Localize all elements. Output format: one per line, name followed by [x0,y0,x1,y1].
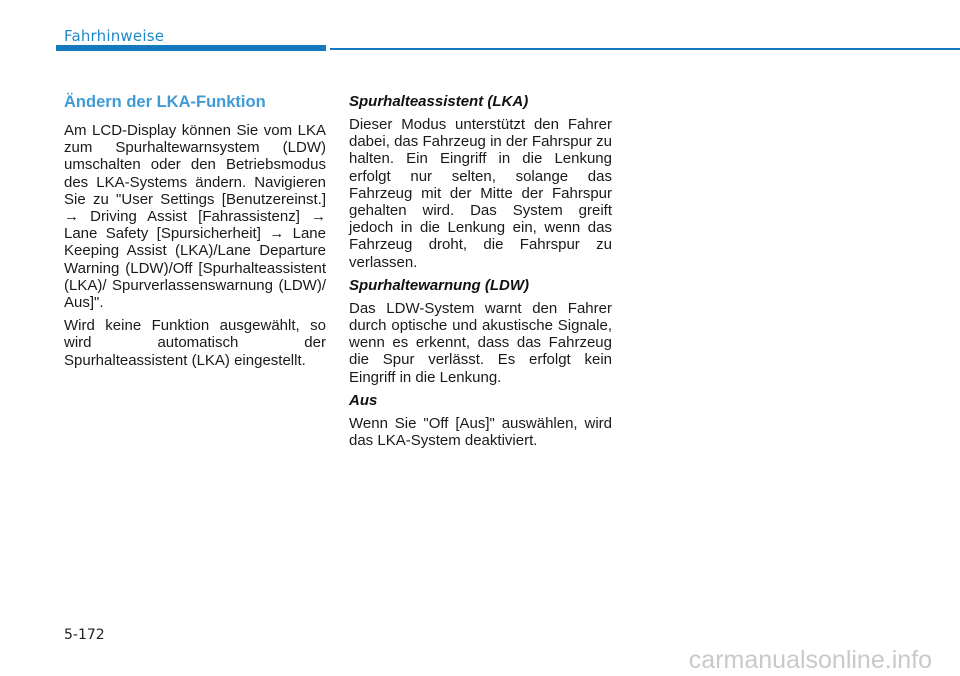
header-rule [330,48,960,50]
section-label: Fahrhinweise [64,27,165,45]
section-heading: Ändern der LKA-Funktion [64,93,266,111]
page-number: 5-172 [64,627,105,643]
header-bar [56,45,326,51]
aus-text: Wenn Sie "Off [Aus]" auswählen, wird das LKA-System deaktiviert. [349,414,612,450]
default-paragraph: Wird keine Funktion ausgewählt, so wird automatisch der Spurhalteassistent (LKA) eingestellt. [64,317,326,369]
watermark: carmanualsonline.info [688,646,932,674]
ldw-heading: Spurhaltewarnung (LDW) [349,276,529,294]
left-column [64,93,326,375]
right-column [349,93,612,455]
aus-heading: Aus [349,391,378,409]
lka-heading: Spurhalteassistent (LKA) [349,93,529,110]
ldw-text: Das LDW-System warnt den Fahrer durch optische und akustische Signale, wenn es erkennt, dass das Fahrzeug die Spur verlässt. Es erfolgt kein Eingriff in die Lenkung. [349,299,612,386]
intro-paragraph: Am LCD-Display können Sie vom LKA zum Spurhaltewarnsystem (LDW) umschalten oder den Betriebsmodus des LKA-Systems ändern. Navigieren Sie zu "User Settings [Benutzereinst.] → Driving Assist [Fahrassistenz] → Lane Safety [Spursicherheit] → Lane Keeping Assist (LKA)/Lane Departure Warning (LDW)/Off [Spurhalteassistent (LKA)/ Spurverlassenswarnung (LDW)/ Aus]". [64,122,326,312]
lka-text: Dieser Modus unterstützt den Fahrer dabei, das Fahrzeug in der Fahrspur zu halten. Ein Eingriff in die Lenkung erfolgt nur selten, solange das Fahrzeug mit der Mitte der Fahrspur gehalten wird. Das System greift jedoch in die Lenkung ein, wenn das Fahrzeug droht, die Fahrspur zu verlassen. [349,116,612,271]
